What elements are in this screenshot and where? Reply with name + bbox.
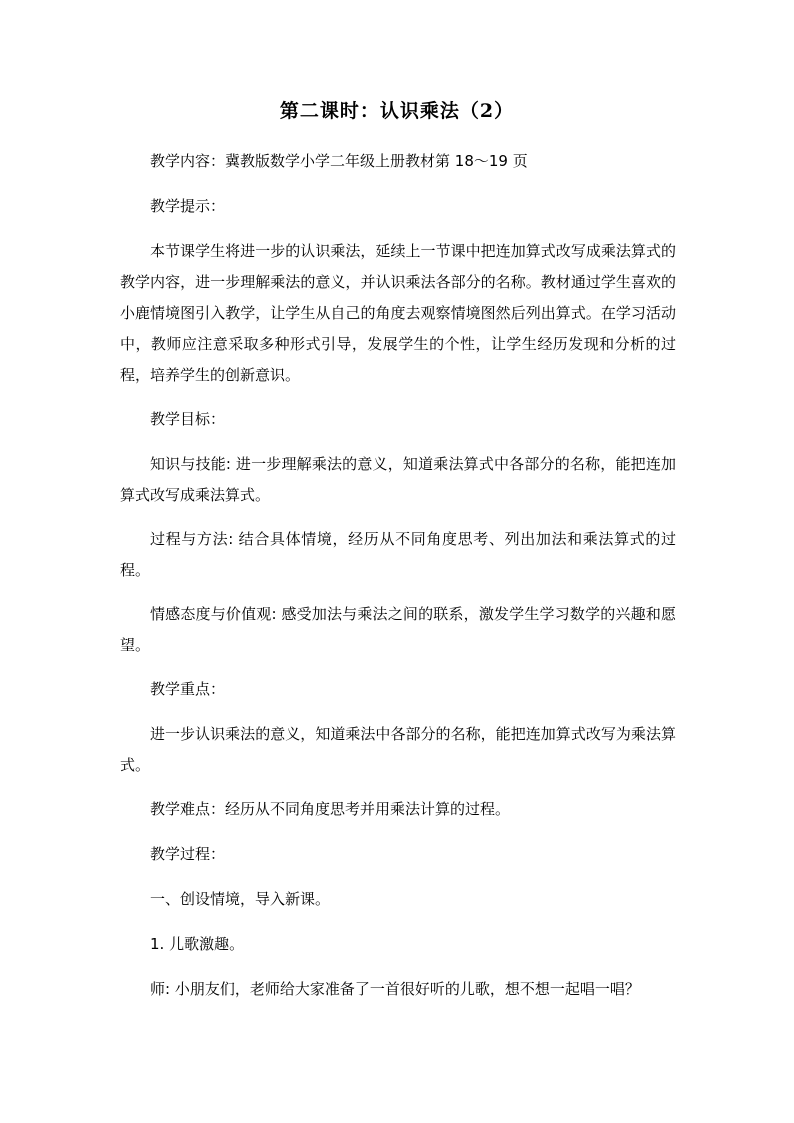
teaching-tips-body: 本节课学生将进一步的认识乘法，延续上一节课中把连加算式改写成乘法算式的教学内容，进一步理解乘法的意义，并认识乘法各部分的名称。教材通过学生喜欢的小鹿情境图引入教学，让学生从自己的角度去观察情境图然后列出算式。在学习活动中，教师应注意采取多种形式引导，发展学生的个性，让学生经历发现和分析的过程，培养学生的创新意识。 (120, 242, 676, 384)
step-one-heading: 1. 儿歌激趣。 (150, 935, 245, 953)
difficult-points: 教学难点：经历从不同角度思考并用乘法计算的过程。 (150, 800, 511, 818)
goal-knowledge-skills: 知识与技能: 进一步理解乘法的意义，知道乘法算式中各部分的名称，能把连加算式改写成乘法算式。 (120, 455, 676, 504)
teaching-process-heading: 教学过程： (150, 845, 226, 863)
key-points-heading: 教学重点： (150, 680, 226, 698)
key-points-body: 进一步认识乘法的意义，知道乘法中各部分的名称，能把连加算式改写为乘法算式。 (120, 725, 676, 774)
teaching-content: 教学内容：冀教版数学小学二年级上册教材第 18～19 页 (150, 152, 528, 170)
teaching-tips-heading: 教学提示： (150, 197, 226, 215)
goal-emotion-values: 情感态度与价值观: 感受加法与乘法之间的联系，激发学生学习数学的兴趣和愿望。 (120, 605, 676, 654)
goal-process-method: 过程与方法: 结合具体情境，经历从不同角度思考、列出加法和乘法算式的过程。 (120, 530, 676, 579)
teacher-dialogue: 师: 小朋友们，老师给大家准备了一首很好听的儿歌，想不想一起唱一唱？ (150, 980, 640, 998)
teaching-goals-heading: 教学目标： (150, 410, 226, 428)
section-one-heading: 一、创设情境，导入新课。 (150, 890, 331, 908)
page-title: 第二课时：认识乘法（2） (279, 100, 515, 122)
